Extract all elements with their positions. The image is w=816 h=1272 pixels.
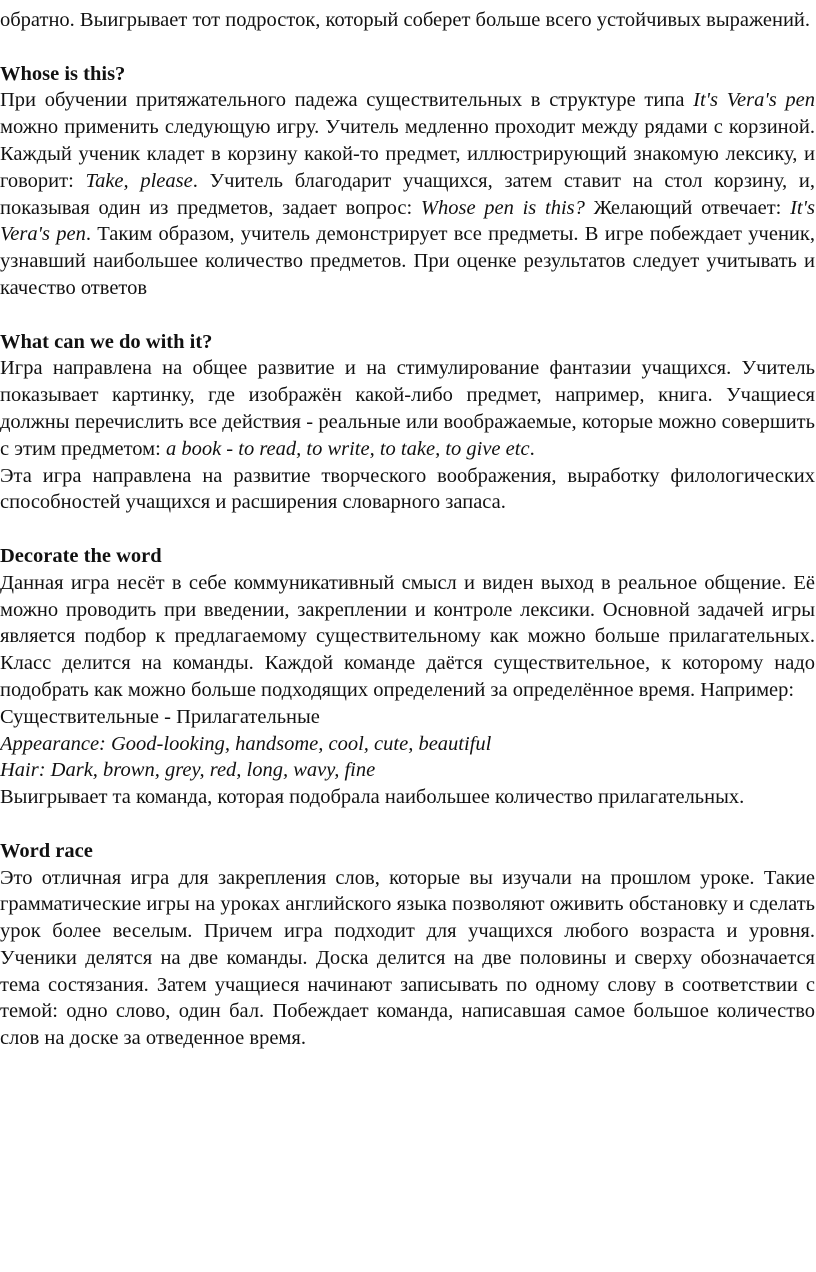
decorate-result-paragraph: Выигрывает та команда, которая подобрала наибольшее количество прилагательных. — [0, 786, 745, 809]
spacer — [0, 34, 815, 61]
spacer — [0, 302, 815, 329]
spacer — [0, 811, 815, 838]
section-heading-what-can-we-do: What can we do with it? — [0, 330, 213, 353]
example-phrase: Take, please — [85, 169, 193, 192]
text-run: . Таким образом, учитель демонстрирует все предметы. В игре побеждает ученик, узнавший наибольшее количество предметов. При оценке результатов следует учитывать и качество ответов — [0, 223, 815, 299]
text-run: При обучении притяжательного падежа существительных в структуре типа — [0, 89, 694, 112]
text-run: Желающий отвечает: — [584, 196, 791, 219]
intro-paragraph: обратно. Выигрывает тот подросток, который соберет больше всего устойчивых выражений. — [0, 9, 811, 31]
spacer — [0, 516, 815, 543]
section-heading-whose-is-this: Whose is this? — [0, 62, 126, 85]
example-phrase: Hair: Dark, brown, grey, red, long, wavy, fine — [0, 759, 376, 782]
decorate-paragraph: Данная игра несёт в себе коммуникативный смысл и виден выход в реальное общение. Её можно проводить при введении, закреплении и контроле лексики. Основной задачей игры является подбор к предлагаемому существительному как можно больше прилагательных. Класс делится на команды. Каждой команде даётся существительное, к которому надо подобрать как можно больше подходящих определений за определённое время. Например: — [0, 571, 815, 701]
word-race-paragraph: Это отличная игра для закрепления слов, которые вы изучали на прошлом уроке. Такие грамматические игры на уроках английского языка позволяют оживить обстановку и сделать урок более веселым. Причем игра подходит для учащихся любого возраста и уровня. Ученики делятся на две команды. Доска делится на две половины и сверху обозначается тема состязания. Затем учащиеся начинают записывать по одному слову в соответствии с темой: одно слово, один бал. Побеждает команда, написавшая самое большое количество слов на доске за отведенное время. — [0, 866, 815, 1050]
text-run: . Учитель благодарит учащихся, затем ставит на стол корзину, и, показывая один из предметов, задает вопрос: — [0, 169, 815, 219]
text-run: можно применить следующую игру. Учитель медленно проходит между рядами с корзиной. Каждый ученик кладет в корзину какой-то предмет, иллюстрирующий знакомую лексику, и говорит: — [0, 116, 815, 192]
section-heading-word-race: Word race — [0, 839, 93, 862]
section-heading-decorate-the-word: Decorate the word — [0, 544, 162, 567]
example-phrase: Whose pen is this? — [420, 196, 585, 219]
example-phrase: Appearance: Good-looking, handsome, cool, cute, beautiful — [0, 732, 492, 755]
decorate-example-appearance — [0, 731, 815, 758]
what-can-we-do-summary: Эта игра направлена на развитие творческого воображения, выработку филологических способностей учащихся и расширения словарного запаса. — [0, 464, 815, 514]
what-can-we-do-paragraph — [0, 355, 815, 462]
example-phrase: It's Vera's pen — [0, 196, 815, 246]
text-run: Игра направлена на общее развитие и на стимулирование фантазии учащихся. Учитель показывает картинку, где изображён какой-либо предмет, например, книга. Учащиеся должны перечислить все действия - реальные или воображаемые, которые можно совершить с этим предметом: — [0, 357, 815, 460]
text-run: . — [529, 437, 535, 460]
whose-is-this-paragraph — [0, 87, 815, 301]
decorate-columns-header: Существительные - Прилагательные — [0, 705, 320, 728]
example-phrase: a book - to read, to write, to take, to give etc — [165, 437, 530, 460]
example-phrase: It's Vera's pen — [693, 89, 815, 112]
decorate-example-hair — [0, 757, 815, 784]
